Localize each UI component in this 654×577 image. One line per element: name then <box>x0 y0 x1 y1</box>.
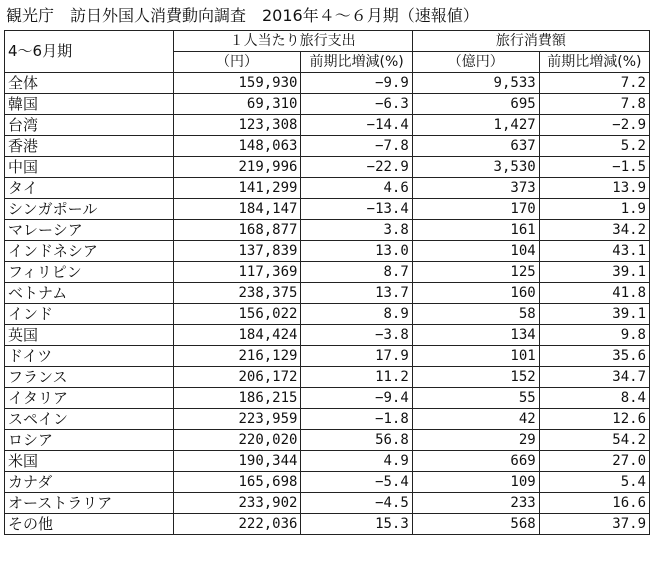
per-capita-spend-cell: 190,344 <box>173 451 301 472</box>
table-row <box>5 220 650 241</box>
country-cell: 米国 <box>5 451 174 472</box>
total-consumption-cell: 160 <box>412 283 539 304</box>
spend-change-cell: 3.8 <box>301 220 412 241</box>
total-change-cell: 39.1 <box>539 262 649 283</box>
spend-change-header: 前期比増減(%) <box>301 52 412 73</box>
per-capita-spend-cell: 137,839 <box>173 241 301 262</box>
total-consumption-cell: 42 <box>412 409 539 430</box>
total-change-cell: 8.4 <box>539 388 649 409</box>
spend-change-cell: 8.7 <box>301 262 412 283</box>
total-consumption-cell: 9,533 <box>412 73 539 94</box>
total-change-cell: 43.1 <box>539 241 649 262</box>
table-row <box>5 367 650 388</box>
total-change-cell: 34.2 <box>539 220 649 241</box>
per-capita-spend-cell: 117,369 <box>173 262 301 283</box>
per-capita-spend-cell: 219,996 <box>173 157 301 178</box>
per-capita-spend-cell: 220,020 <box>173 430 301 451</box>
per-capita-spend-cell: 156,022 <box>173 304 301 325</box>
data-table <box>4 30 650 535</box>
spend-change-cell: −22.9 <box>301 157 412 178</box>
country-cell: イタリア <box>5 388 174 409</box>
total-consumption-cell: 152 <box>412 367 539 388</box>
table-row <box>5 73 650 94</box>
country-cell: フランス <box>5 367 174 388</box>
spend-change-cell: −14.4 <box>301 115 412 136</box>
per-capita-spend-header: １人当たり旅行支出 <box>173 31 412 52</box>
total-change-cell: −1.5 <box>539 157 649 178</box>
country-cell: マレーシア <box>5 220 174 241</box>
total-consumption-cell: 55 <box>412 388 539 409</box>
table-row <box>5 241 650 262</box>
total-change-cell: 39.1 <box>539 304 649 325</box>
spend-change-cell: 13.7 <box>301 283 412 304</box>
total-change-cell: 41.8 <box>539 283 649 304</box>
spend-change-cell: 56.8 <box>301 430 412 451</box>
total-change-cell: 9.8 <box>539 325 649 346</box>
table-row <box>5 262 650 283</box>
country-cell: スペイン <box>5 409 174 430</box>
spend-change-cell: −3.8 <box>301 325 412 346</box>
table-row <box>5 157 650 178</box>
total-consumption-cell: 695 <box>412 94 539 115</box>
table-row <box>5 115 650 136</box>
per-capita-spend-cell: 168,877 <box>173 220 301 241</box>
table-row <box>5 409 650 430</box>
spend-change-cell: 15.3 <box>301 514 412 535</box>
table-row <box>5 94 650 115</box>
total-consumption-cell: 125 <box>412 262 539 283</box>
total-change-cell: 37.9 <box>539 514 649 535</box>
spend-change-cell: 4.6 <box>301 178 412 199</box>
total-consumption-cell: 1,427 <box>412 115 539 136</box>
table-row <box>5 388 650 409</box>
country-cell: オーストラリア <box>5 493 174 514</box>
total-consumption-header: 旅行消費額 <box>412 31 649 52</box>
country-cell: 台湾 <box>5 115 174 136</box>
table-body <box>5 73 650 535</box>
spend-change-cell: 17.9 <box>301 346 412 367</box>
oku-yen-unit-header: （億円） <box>412 52 539 73</box>
table-row <box>5 514 650 535</box>
spend-change-cell: 13.0 <box>301 241 412 262</box>
total-consumption-cell: 161 <box>412 220 539 241</box>
total-change-cell: 34.7 <box>539 367 649 388</box>
spend-change-cell: 4.9 <box>301 451 412 472</box>
total-change-cell: 27.0 <box>539 451 649 472</box>
per-capita-spend-cell: 141,299 <box>173 178 301 199</box>
country-cell: カナダ <box>5 472 174 493</box>
table-row <box>5 451 650 472</box>
per-capita-spend-cell: 216,129 <box>173 346 301 367</box>
header-row-top <box>5 31 650 52</box>
per-capita-spend-cell: 233,902 <box>173 493 301 514</box>
total-change-cell: 13.9 <box>539 178 649 199</box>
total-consumption-cell: 373 <box>412 178 539 199</box>
yen-unit-header: （円） <box>173 52 301 73</box>
spend-change-cell: 8.9 <box>301 304 412 325</box>
table-row <box>5 493 650 514</box>
table-row <box>5 178 650 199</box>
total-consumption-cell: 568 <box>412 514 539 535</box>
total-change-cell: 35.6 <box>539 346 649 367</box>
table-row <box>5 430 650 451</box>
total-consumption-cell: 170 <box>412 199 539 220</box>
per-capita-spend-cell: 148,063 <box>173 136 301 157</box>
total-change-cell: 7.8 <box>539 94 649 115</box>
country-cell: タイ <box>5 178 174 199</box>
country-cell: 英国 <box>5 325 174 346</box>
country-cell: 全体 <box>5 73 174 94</box>
table-row <box>5 472 650 493</box>
total-change-cell: 7.2 <box>539 73 649 94</box>
country-cell: その他 <box>5 514 174 535</box>
per-capita-spend-cell: 123,308 <box>173 115 301 136</box>
country-cell: 中国 <box>5 157 174 178</box>
total-change-header: 前期比増減(%) <box>539 52 649 73</box>
total-change-cell: 54.2 <box>539 430 649 451</box>
per-capita-spend-cell: 184,424 <box>173 325 301 346</box>
total-consumption-cell: 233 <box>412 493 539 514</box>
per-capita-spend-cell: 186,215 <box>173 388 301 409</box>
total-consumption-cell: 109 <box>412 472 539 493</box>
spend-change-cell: −7.8 <box>301 136 412 157</box>
per-capita-spend-cell: 222,036 <box>173 514 301 535</box>
per-capita-spend-cell: 206,172 <box>173 367 301 388</box>
spend-change-cell: −13.4 <box>301 199 412 220</box>
total-consumption-cell: 3,530 <box>412 157 539 178</box>
data-table-container <box>4 30 650 535</box>
total-change-cell: 1.9 <box>539 199 649 220</box>
spend-change-cell: −4.5 <box>301 493 412 514</box>
table-row <box>5 283 650 304</box>
total-change-cell: 5.4 <box>539 472 649 493</box>
table-row <box>5 136 650 157</box>
per-capita-spend-cell: 223,959 <box>173 409 301 430</box>
spend-change-cell: 11.2 <box>301 367 412 388</box>
period-header: 4〜6月期 <box>5 31 174 73</box>
per-capita-spend-cell: 159,930 <box>173 73 301 94</box>
country-cell: ベトナム <box>5 283 174 304</box>
total-change-cell: 5.2 <box>539 136 649 157</box>
per-capita-spend-cell: 184,147 <box>173 199 301 220</box>
country-cell: インド <box>5 304 174 325</box>
total-change-cell: 12.6 <box>539 409 649 430</box>
spend-change-cell: −6.3 <box>301 94 412 115</box>
spend-change-cell: −9.4 <box>301 388 412 409</box>
country-cell: 香港 <box>5 136 174 157</box>
country-cell: ドイツ <box>5 346 174 367</box>
total-consumption-cell: 29 <box>412 430 539 451</box>
total-change-cell: −2.9 <box>539 115 649 136</box>
country-cell: ロシア <box>5 430 174 451</box>
country-cell: フィリピン <box>5 262 174 283</box>
page-title: 観光庁 訪日外国人消費動向調査 2016年４〜６月期（速報値） <box>6 6 479 25</box>
spend-change-cell: −9.9 <box>301 73 412 94</box>
table-row <box>5 199 650 220</box>
per-capita-spend-cell: 69,310 <box>173 94 301 115</box>
total-consumption-cell: 669 <box>412 451 539 472</box>
spend-change-cell: −5.4 <box>301 472 412 493</box>
country-cell: インドネシア <box>5 241 174 262</box>
country-cell: 韓国 <box>5 94 174 115</box>
total-change-cell: 16.6 <box>539 493 649 514</box>
per-capita-spend-cell: 238,375 <box>173 283 301 304</box>
total-consumption-cell: 101 <box>412 346 539 367</box>
country-cell: シンガポール <box>5 199 174 220</box>
total-consumption-cell: 104 <box>412 241 539 262</box>
table-row <box>5 325 650 346</box>
per-capita-spend-cell: 165,698 <box>173 472 301 493</box>
total-consumption-cell: 134 <box>412 325 539 346</box>
table-row <box>5 304 650 325</box>
table-row <box>5 346 650 367</box>
spend-change-cell: −1.8 <box>301 409 412 430</box>
total-consumption-cell: 637 <box>412 136 539 157</box>
total-consumption-cell: 58 <box>412 304 539 325</box>
